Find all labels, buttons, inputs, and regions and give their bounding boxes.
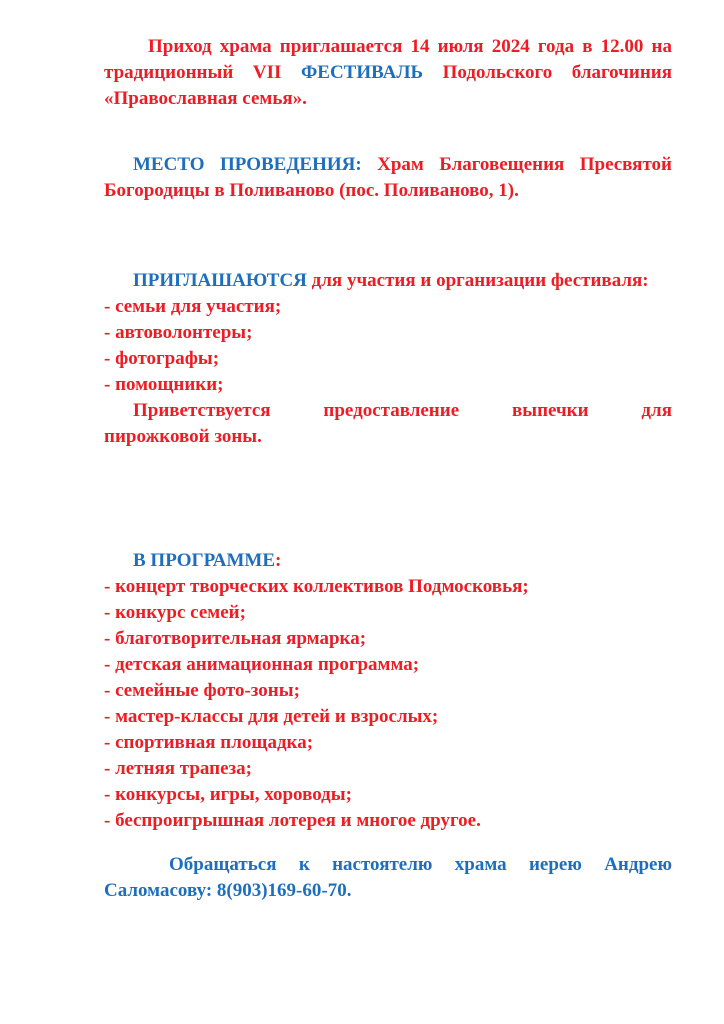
invite-section xyxy=(104,268,672,450)
program-heading xyxy=(104,548,672,574)
invite-item: - семьи для участия; xyxy=(104,296,282,317)
invite-label: ПРИГЛАШАЮТСЯ xyxy=(133,270,307,291)
venue-text: Храм Благовещения Пресвятой Богородицы в Поливаново (пос. Поливаново, 1). xyxy=(104,154,672,201)
program-section xyxy=(104,548,672,834)
program-item: - семейные фото-зоны; xyxy=(104,680,300,701)
program-item: - беспроигрышная лотерея и многое другое. xyxy=(104,810,481,831)
program-item: - конкурс семей; xyxy=(104,602,246,623)
intro-text-1: Приход храма приглашается 14 июля 2024 года в 12.00 на традиционный VII xyxy=(104,36,672,83)
welcome-line xyxy=(104,398,672,424)
program-item: - спортивная площадка; xyxy=(104,732,314,753)
program-colon: : xyxy=(275,550,282,571)
welcome-word: Приветствуется xyxy=(133,400,271,421)
welcome-line-2: пирожковой зоны. xyxy=(104,426,262,447)
program-item: - благотворительная ярмарка; xyxy=(104,628,367,649)
invite-text: для участия и организации фестиваля: xyxy=(306,270,649,291)
welcome-word: предоставление xyxy=(323,400,460,421)
invite-item: - автоволонтеры; xyxy=(104,322,253,343)
program-item: - детская анимационная программа; xyxy=(104,654,420,675)
intro-text-2: Подольского благочиния «Православная семья». xyxy=(104,62,672,109)
intro-paragraph xyxy=(104,34,672,112)
invite-item: - помощники; xyxy=(104,374,224,395)
venue-label: МЕСТО ПРОВЕДЕНИЯ: xyxy=(133,154,362,175)
contact-paragraph: Обращаться к настоятелю храма иерею Андрею Саломасову: 8(903)169-60-70. xyxy=(104,854,672,901)
invite-paragraph xyxy=(104,268,672,294)
welcome-word: выпечки xyxy=(511,400,589,421)
program-label: В ПРОГРАММЕ xyxy=(133,550,275,571)
program-item: - летняя трапеза; xyxy=(104,758,252,779)
program-item: - концерт творческих коллективов Подмосковья; xyxy=(104,576,529,597)
program-item: - мастер-классы для детей и взрослых; xyxy=(104,706,439,727)
venue-paragraph xyxy=(104,152,672,204)
welcome-word: для xyxy=(641,400,672,421)
festival-word: ФЕСТИВАЛЬ xyxy=(300,62,424,83)
program-item: - конкурсы, игры, хороводы; xyxy=(104,784,352,805)
invite-item: - фотографы; xyxy=(104,348,220,369)
